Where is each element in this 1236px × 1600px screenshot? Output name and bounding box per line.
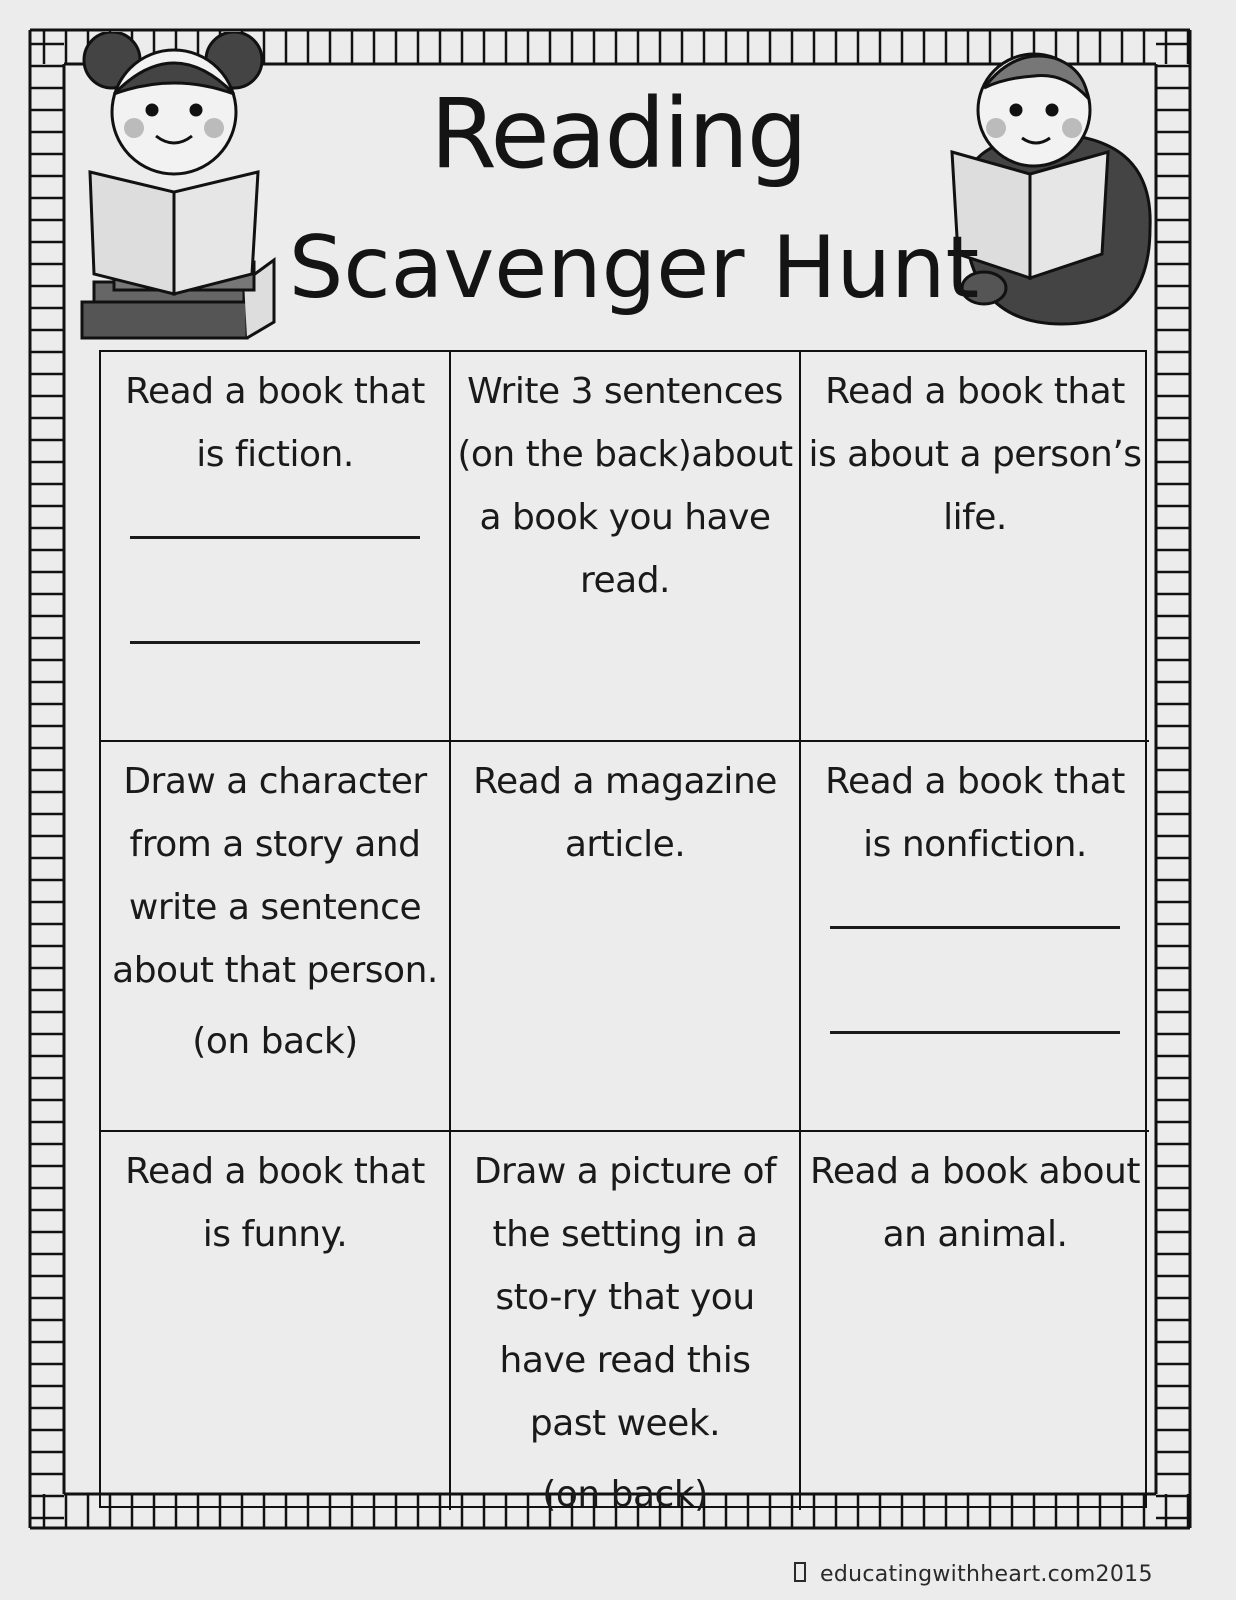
answer-line[interactable] <box>130 536 420 539</box>
title-line-1: Reading <box>430 78 806 190</box>
task-text: Read a book that is nonfiction. <box>825 761 1125 865</box>
task-cell <box>801 352 1149 742</box>
task-text: Read a book about an animal. <box>810 1151 1140 1255</box>
task-cell <box>451 742 801 1132</box>
task-text: Read a book that is funny. <box>125 1151 425 1255</box>
task-cell <box>451 352 801 742</box>
task-note: (on back) <box>192 1021 358 1062</box>
task-text: Draw a picture of the setting in a sto-ry that you have read this past week. <box>473 1151 777 1444</box>
task-text: Write 3 sentences (on the back)about a book you have read. <box>457 371 793 601</box>
answer-line[interactable] <box>830 1031 1120 1034</box>
title-line-2: Scavenger Hunt <box>288 218 980 318</box>
answer-line[interactable] <box>830 926 1120 929</box>
task-text: Read a book that is about a person’s life. <box>808 371 1142 538</box>
answer-line[interactable] <box>130 641 420 644</box>
task-cell <box>451 1132 801 1515</box>
task-cell <box>101 742 451 1132</box>
task-cell <box>101 352 451 742</box>
copyright-text: educatingwithheart.com2015 <box>820 1562 1153 1587</box>
copyright-footer <box>794 1562 1153 1587</box>
task-cell <box>801 1132 1149 1510</box>
task-cell <box>801 742 1149 1132</box>
copyright-icon <box>794 1562 806 1582</box>
task-text: Read a magazine article. <box>473 761 777 865</box>
task-note: (on back) <box>542 1474 708 1515</box>
task-cell <box>101 1132 451 1510</box>
scavenger-hunt-grid <box>99 350 1147 1515</box>
task-text: Draw a character from a story and write a sentence about that person. <box>112 761 438 991</box>
task-text: Read a book that is fiction. <box>125 371 425 475</box>
